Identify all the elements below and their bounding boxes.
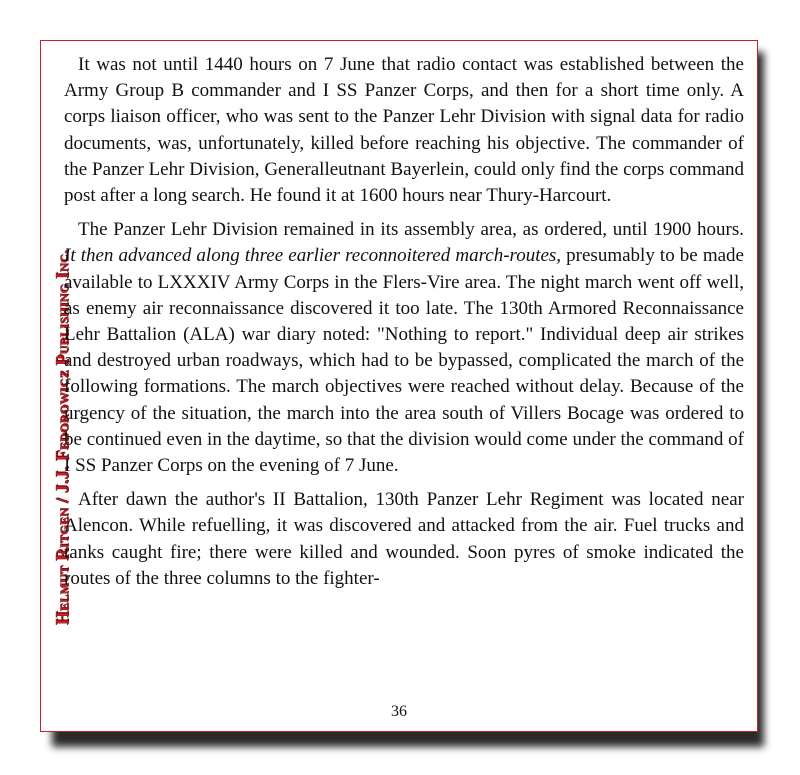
page-body-text: [64, 52, 744, 600]
publisher-side-label: Helmut Ritgen / J.J. Fedorowicz Publishing Inc.: [52, 249, 72, 625]
paragraph-2: [64, 217, 744, 479]
page-number: 36: [391, 703, 407, 720]
paragraph-1: It was not until 1440 hours on 7 June that radio contact was established between the Army Group B commander and I SS Panzer Corps, and then for a short time only. A corps liaison officer, who was sent to the Panzer Lehr Division with signal data for radio documents, was, unfortunately, killed before reaching his objective. The commander of the Panzer Lehr Division, Generalleutnant Bayerlein, could only find the corps command post after a long search. He found it at 1600 hours near Thury-Harcourt.: [64, 54, 744, 207]
paragraph-2-end: presumably to be made available to LXXXIV Army Corps in the Flers-Vire area. The night march went off well, as enemy air reconnaissance discovered it too late. The 130th Armored Reconnaissance Lehr Battalion (ALA) war diary noted: "Nothing to report." Individual deep air strikes and destroyed urban roadways, which had to be bypassed, complicated the march of the following formations. The march objectives were reached without delay. Because of the urgency of the situation, the march into the area south of Villers Bocage was ordered to be continued even in the daytime, so that the division would come under the command of I SS Panzer Corps on the evening of 7 June.: [64, 245, 744, 477]
book-page: [40, 40, 758, 732]
paragraph-2-italic: It then advanced along three earlier reconnoitered march-routes,: [64, 245, 562, 267]
paragraph-2-start: The Panzer Lehr Division remained in its assembly area, as ordered, until 1900 hours.: [78, 219, 744, 241]
paragraph-3: After dawn the author's II Battalion, 130th Panzer Lehr Regiment was located near Alencon. While refuelling, it was discovered and attacked from the air. Fuel trucks and tanks caught fire; there were killed and wounded. Soon pyres of smoke indicated the routes of the three columns to the fighter-: [64, 489, 744, 589]
